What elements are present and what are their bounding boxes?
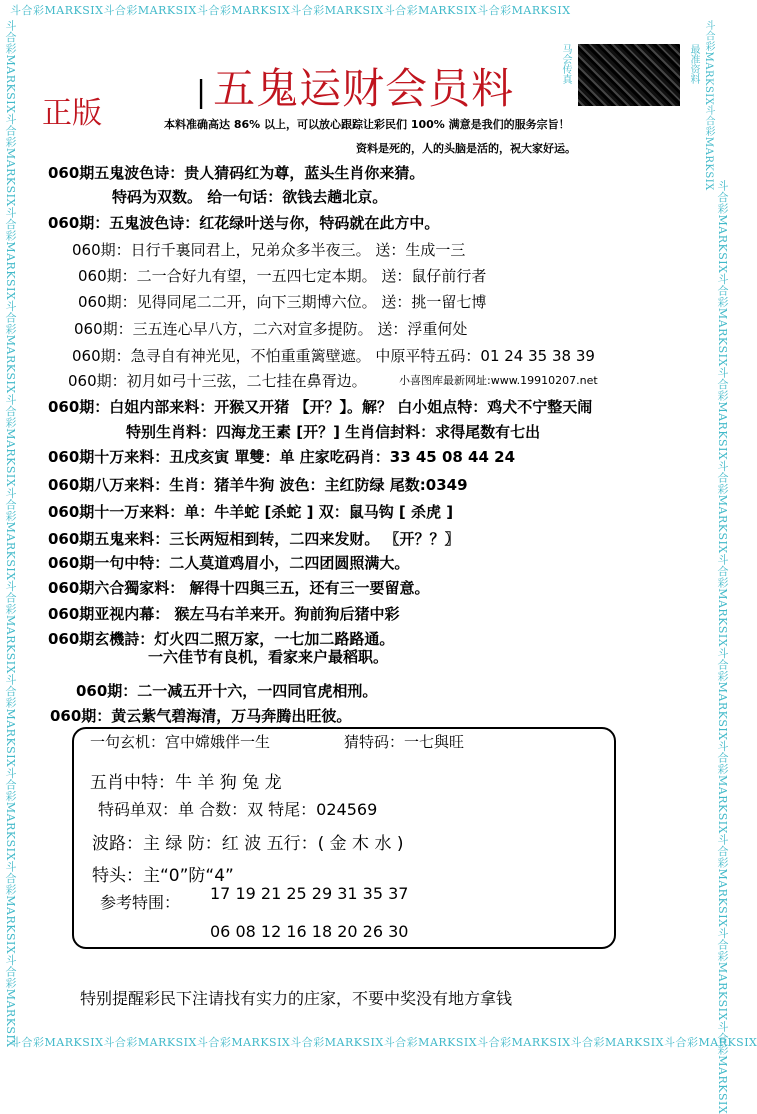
wuxiao-line: 五肖中特：牛 羊 狗 兔 龙 bbox=[90, 773, 282, 793]
bolu-line: 波路：主 绿 防：红 波 五行：( 金 木 水 ) bbox=[92, 834, 404, 854]
site-url: 小喜图库最新网址:www.19910207.net bbox=[399, 374, 598, 387]
cankao-label: 参考特围： bbox=[100, 893, 181, 912]
logo-side-left: 马会传真 bbox=[560, 44, 571, 84]
text-line: 060期五鬼波色诗：贵人猜码红为尊，蓝头生肖你来猜。 bbox=[48, 164, 425, 182]
text-line: 060期一句中特：二人莫道鸡眉小，二四团圆照满大。 bbox=[48, 554, 410, 572]
watermark-left: 斗合彩MARKSIX斗合彩MARKSIX斗合彩MARKSIX斗合彩MARKSIX斗合彩MARKSIX斗合彩MARKSIX斗合彩MARKSIX斗合彩MARKSIX斗合彩MARKSIX斗合彩MARKSIX斗合彩MARKSIX bbox=[4, 20, 17, 1048]
watermark-right: 斗合彩MARKSIX斗合彩MARKSIX斗合彩MARKSIX斗合彩MARKSIX斗合彩MARKSIX斗合彩MARKSIX斗合彩MARKSIX斗合彩MARKSIX斗合彩MARKSIX斗合彩MARKSIX bbox=[716, 180, 729, 1114]
logo-side-right: 最准资料 bbox=[688, 44, 699, 84]
watermark-top: 斗合彩MARKSIX斗合彩MARKSIX斗合彩MARKSIX斗合彩MARKSIX斗合彩MARKSIX斗合彩MARKSIX bbox=[10, 4, 571, 17]
text-line: 一六佳节有良机，看家来户最稻职。 bbox=[148, 648, 389, 666]
text-line: 060期亚视内幕： 猴左马右羊来开。狗前狗后猪中彩 bbox=[48, 605, 400, 623]
text-line: 060期：黄云紫气碧海清，万马奔腾出旺彼。 bbox=[50, 707, 352, 725]
text-line: 060期：日行千裏同君上，兄弟众多半夜三。 送：生成一三 bbox=[72, 241, 466, 259]
cankao-row-2: 06 08 12 16 18 20 26 30 bbox=[210, 922, 409, 941]
text-line: 060期：三五连心早八方，二六对宣多提防。 送：浮重何处 bbox=[74, 320, 468, 338]
footer-note: 特别提醒彩民下注请找有实力的庄家，不要中奖没有地方拿钱 bbox=[80, 989, 513, 1008]
tema-line: 猜特码：一七與旺 bbox=[344, 733, 465, 751]
page-title: | 五鬼运财会员料 bbox=[196, 64, 515, 113]
danshuang-line: 特码单双：单 合数：双 特尾：024569 bbox=[98, 800, 378, 819]
text-line: 060期：初月如弓十三弦，二七挂在鼻胥边。 bbox=[68, 372, 367, 390]
cankao-row-1: 17 19 21 25 29 31 35 37 bbox=[210, 884, 409, 903]
watermark-right-top: 斗合彩MARKSIX斗合彩MARKSIX bbox=[703, 20, 714, 191]
text-line: 060期五鬼来料：三长两短相到转，二四来发财。 〖开？？〗 bbox=[48, 530, 460, 548]
text-line: 060期六合獨家料： 解得十四與三五，还有三一要留意。 bbox=[48, 579, 430, 597]
text-line: 060期十万来料：丑戌亥寅 單雙：单 庄家吃码肖：33 45 08 44 24 bbox=[48, 448, 516, 466]
text-line: 060期玄機詩：灯火四二照万家，一七加二路路通。 bbox=[48, 630, 395, 648]
tetou-line: 特头：主“0”防“4” bbox=[92, 866, 234, 886]
watermark-bottom: 斗合彩MARKSIX斗合彩MARKSIX斗合彩MARKSIX斗合彩MARKSIX斗合彩MARKSIX斗合彩MARKSIX斗合彩MARKSIX斗合彩MARKSIX bbox=[10, 1036, 757, 1049]
tagline-2: 资料是死的，人的头脑是活的，祝大家好运。 bbox=[356, 142, 576, 155]
text-line: 060期：二一合好九有望，一五四七定本期。 送：鼠仔前行者 bbox=[78, 267, 487, 285]
text-line: 060期：五鬼波色诗：红花绿叶送与你，特码就在此方中。 bbox=[48, 214, 440, 232]
edition-label: 正版 bbox=[42, 96, 102, 131]
text-line: 特别生肖料：四海龙王素 [开？] 生肖信封料：求得尾数有七出 bbox=[126, 423, 541, 441]
text-line: 特码为双数。 给一句话：欲钱去趟北京。 bbox=[112, 188, 388, 206]
xuanji-line: 一句玄机：宫中嫦娥伴一生 bbox=[90, 733, 271, 751]
text-line: 060期：白姐内部来料：开猴又开猪 【开？】。解？ 白小姐点特：鸡犬不宁整天闹 bbox=[48, 398, 593, 416]
text-line: 060期十一万来料：单：牛羊蛇 [杀蛇 ] 双：鼠马钩 [ 杀虎 ] bbox=[48, 503, 454, 521]
tagline: 本料准确高达 86% 以上，可以放心跟踪让彩民们 100% 满意是我们的服务宗旨！ bbox=[164, 118, 570, 131]
text-line: 060期：二一减五开十六，一四同官虎相刑。 bbox=[76, 682, 378, 700]
qr-code-image bbox=[578, 44, 680, 106]
text-line: 060期：见得同尾二二开，向下三期博六位。 送：挑一留七博 bbox=[78, 293, 487, 311]
text-line: 060期：急寻自有神光见，不怕重重篱壁遮。 中原平特五码：01 24 35 38 39 bbox=[72, 347, 595, 365]
text-line: 060期八万来料：生肖：猪羊牛狗 波色：主红防绿 尾数:0349 bbox=[48, 476, 468, 494]
